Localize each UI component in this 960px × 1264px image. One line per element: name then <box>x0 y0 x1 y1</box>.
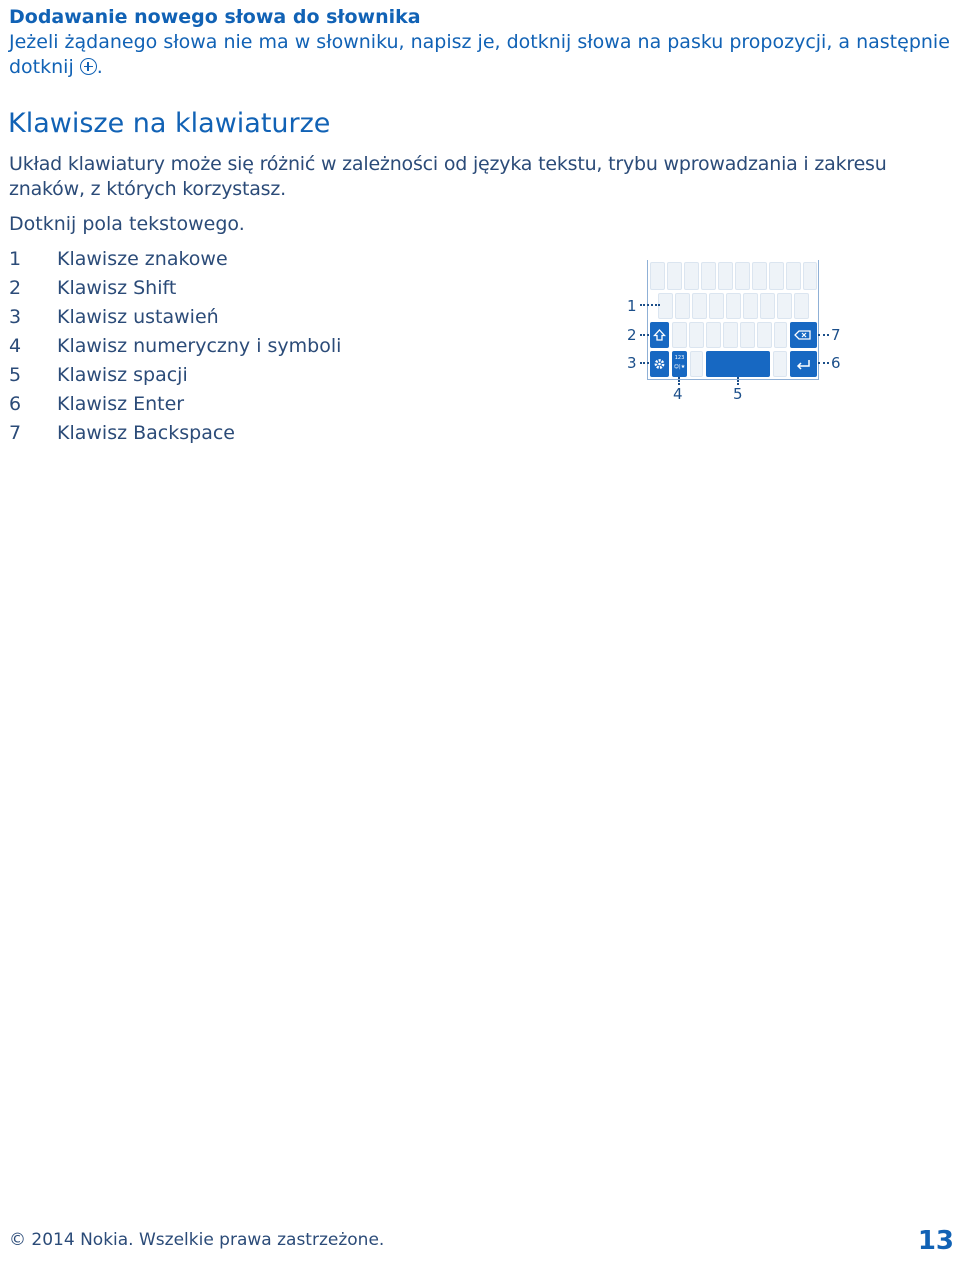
character-key <box>709 293 724 319</box>
callout-4: 4 <box>673 385 683 403</box>
callout-3: 3 <box>627 354 637 372</box>
legend-item <box>9 303 341 332</box>
callout-leader <box>640 362 649 364</box>
callout-1: 1 <box>627 297 637 315</box>
legend-item <box>9 332 341 361</box>
instruction-text: Dotknij pola tekstowego. <box>9 213 245 235</box>
legend-item <box>9 361 341 390</box>
character-key <box>769 262 784 290</box>
body-paragraph: Układ klawiatury może się różnić w zależności od języka tekstu, trybu wprowadzania i zakresu znaków, z których korzystasz. <box>9 153 887 200</box>
character-key <box>794 293 809 319</box>
legend-label: Klawisz Backspace <box>57 422 235 444</box>
plus-circle-icon <box>80 58 97 75</box>
character-key <box>701 262 716 290</box>
intro-end: . <box>96 56 103 78</box>
legend-label: Klawisz Enter <box>57 393 185 415</box>
legend-label: Klawisz Shift <box>57 277 177 299</box>
character-key <box>718 262 733 290</box>
character-key <box>740 322 755 348</box>
character-key <box>689 322 704 348</box>
character-key <box>675 293 690 319</box>
settings-icon <box>650 351 669 377</box>
space-key <box>706 351 770 377</box>
character-key <box>726 293 741 319</box>
backspace-key <box>790 322 817 348</box>
character-key <box>672 322 687 348</box>
legend-label: Klawisz ustawień <box>57 306 219 328</box>
legend-item <box>9 274 341 303</box>
enter-key <box>790 351 817 377</box>
shift-key <box>650 322 669 348</box>
callout-leader <box>818 362 829 364</box>
character-key <box>760 293 775 319</box>
character-key <box>757 322 772 348</box>
callout-5: 5 <box>733 385 743 403</box>
character-key <box>752 262 767 290</box>
legend-label: Klawisz spacji <box>57 364 188 386</box>
intro-text: Jeżeli żądanego słowa nie ma w słowniku, napisz je, dotknij słowa na pasku propozycji, a następnie dotknij <box>9 31 950 78</box>
character-key <box>684 262 699 290</box>
callout-leader <box>640 304 660 306</box>
callout-leader <box>737 377 739 385</box>
character-key <box>803 262 817 290</box>
legend-number: 7 <box>9 422 22 444</box>
keyboard-diagram <box>620 258 850 408</box>
legend-item <box>9 390 341 419</box>
character-key <box>735 262 750 290</box>
character-key <box>650 262 665 290</box>
sub-heading: Dodawanie nowego słowa do słownika <box>9 6 421 28</box>
character-key <box>773 351 787 377</box>
callout-7: 7 <box>831 326 841 344</box>
character-key <box>706 322 721 348</box>
backspace-icon <box>790 322 817 348</box>
numeric-key-bottom-label: ☺|★ <box>673 364 686 370</box>
intro-paragraph <box>9 30 954 80</box>
legend-number: 6 <box>9 393 22 415</box>
section-title: Klawisze na klawiaturze <box>8 108 331 139</box>
callout-2: 2 <box>627 326 637 344</box>
legend-number: 5 <box>9 364 22 386</box>
character-key <box>777 293 792 319</box>
character-key <box>743 293 758 319</box>
legend-item <box>9 419 341 448</box>
character-key <box>667 262 682 290</box>
character-key <box>690 351 703 377</box>
legend-label: Klawisz numeryczny i symboli <box>57 335 342 357</box>
legend-number: 3 <box>9 306 22 328</box>
settings-key <box>650 351 669 377</box>
callout-leader <box>818 334 829 336</box>
enter-icon <box>790 351 817 377</box>
legend-item <box>9 245 341 274</box>
page-number: 13 <box>917 1226 954 1256</box>
callout-leader <box>678 377 680 385</box>
shift-icon <box>650 322 669 348</box>
key-legend-list <box>9 245 341 448</box>
callout-6: 6 <box>831 354 841 372</box>
legend-number: 1 <box>9 248 22 270</box>
legend-number: 2 <box>9 277 22 299</box>
numeric-symbol-key <box>672 351 687 377</box>
footer-copyright: © 2014 Nokia. Wszelkie prawa zastrzeżone. <box>9 1230 385 1250</box>
character-key <box>658 293 673 319</box>
callout-leader <box>640 334 649 336</box>
legend-label: Klawisze znakowe <box>57 248 228 270</box>
character-key <box>692 293 707 319</box>
legend-number: 4 <box>9 335 22 357</box>
numeric-key-top-label: 123 <box>674 355 685 361</box>
character-key <box>786 262 801 290</box>
character-key <box>723 322 738 348</box>
character-key <box>774 322 787 348</box>
